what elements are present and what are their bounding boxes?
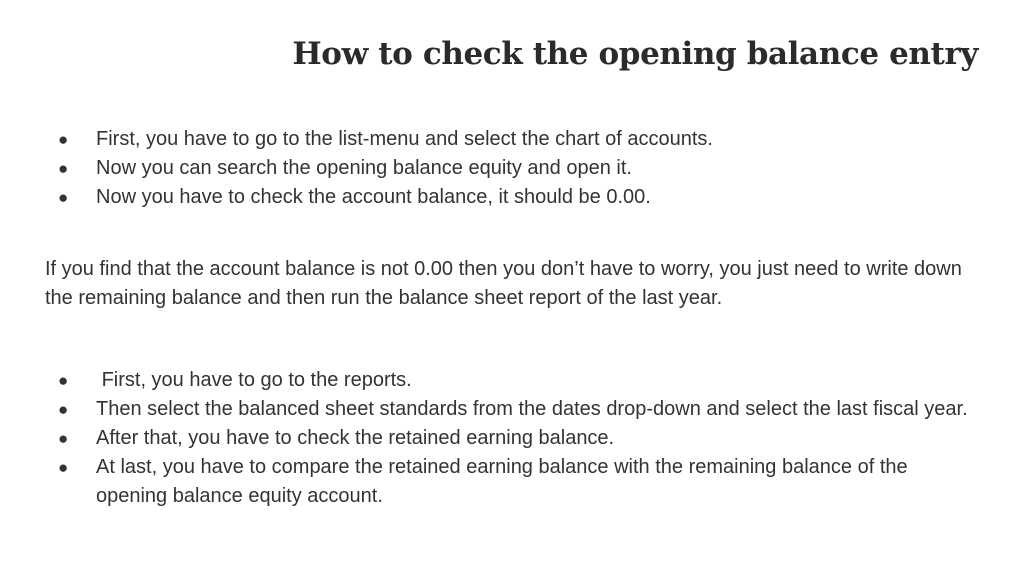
bullet-icon: ● [58,429,69,448]
list-item-text: After that, you have to check the retained earning balance. [96,427,615,449]
bullet-icon: ● [58,188,69,207]
list-item-text: Then select the balanced sheet standards from the dates drop-down and select the last fiscal year. [96,398,968,420]
list-item [45,395,984,424]
list-item-text: At last, you have to compare the retained earning balance with the remaining balance of the opening balance equity account. [96,456,908,507]
bullet-icon: ● [58,458,69,477]
bullet-icon: ● [58,130,69,149]
list-item [45,183,984,212]
bullet-icon: ● [58,371,69,390]
list-item [45,154,984,183]
list-item [45,125,984,154]
steps-list-compare-balance [45,366,984,511]
explanation-paragraph: If you find that the account balance is not 0.00 then you don’t have to worry, you just need to write down the remaining balance and then run the balance sheet report of the last year. [45,258,962,309]
list-item [45,366,984,395]
slide-title: How to check the opening balance entry [292,36,978,72]
bullet-icon: ● [58,159,69,178]
list-item-text: First, you have to go to the list-menu and select the chart of accounts. [96,128,713,150]
list-item-text: Now you have to check the account balance, it should be 0.00. [96,186,651,208]
list-item-text: First, you have to go to the reports. [96,369,412,391]
list-item-text: Now you can search the opening balance equity and open it. [96,157,632,179]
bullet-icon: ● [58,400,69,419]
steps-list-check-balance [45,125,984,212]
list-item [45,453,984,511]
list-item [45,424,984,453]
